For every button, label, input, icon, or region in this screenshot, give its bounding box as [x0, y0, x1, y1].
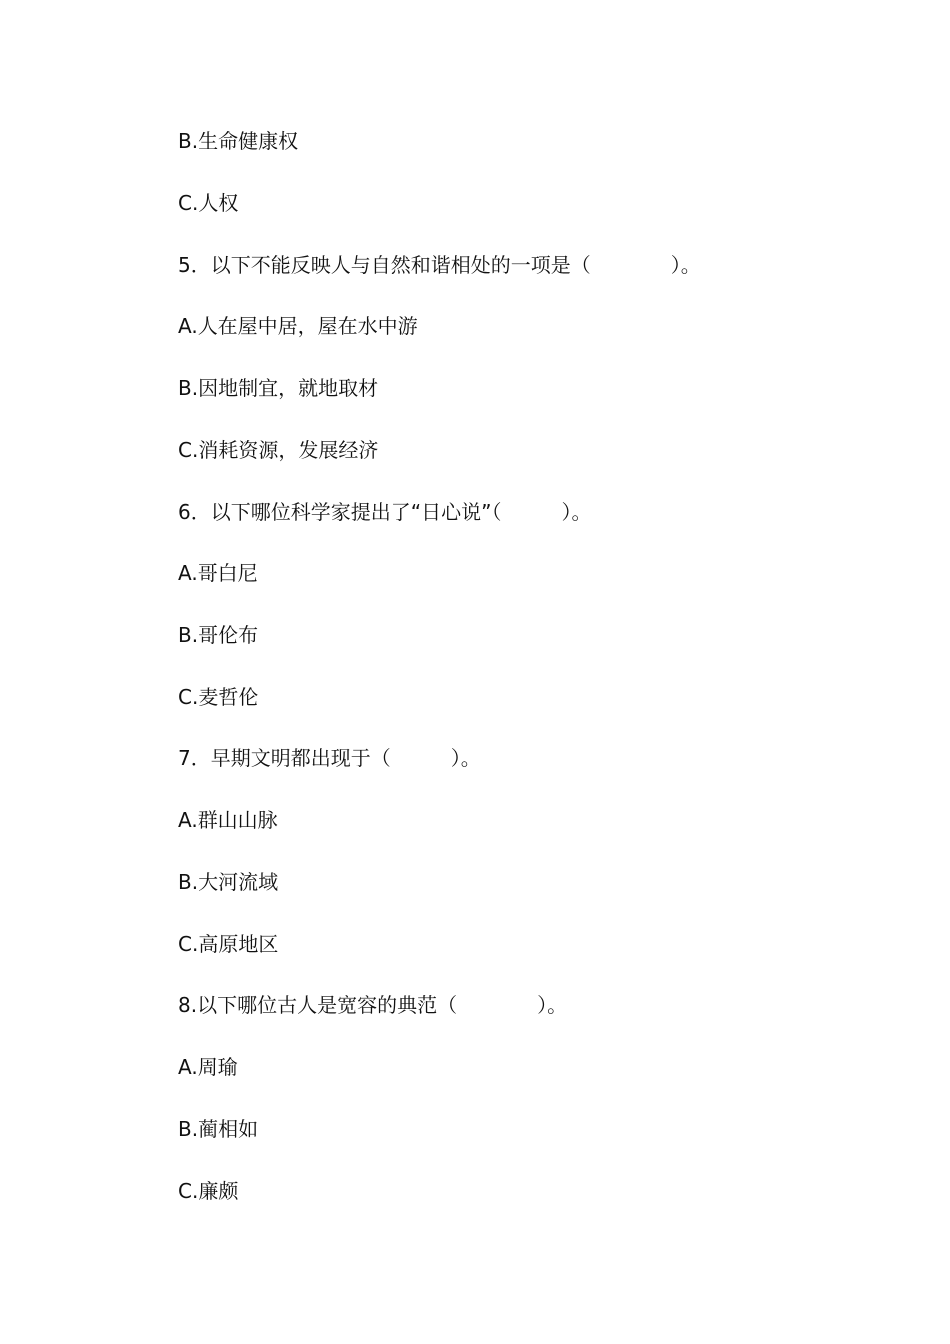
option-c-q4: C.人权 [178, 191, 239, 215]
option-c-q7: C.高原地区 [178, 932, 279, 956]
question-5: 5．以下不能反映人与自然和谐相处的一项是（ ）。 [178, 253, 701, 277]
option-b-q5: B.因地制宜，就地取材 [178, 376, 379, 400]
question-8: 8.以下哪位古人是宽容的典范（ ）。 [178, 993, 568, 1017]
option-b-q4: B.生命健康权 [178, 129, 299, 153]
option-b-q6: B.哥伦布 [178, 623, 259, 647]
option-a-q7: A.群山山脉 [178, 808, 278, 832]
question-6: 6．以下哪位科学家提出了“日心说”（ ）。 [178, 500, 592, 524]
option-c-q6: C.麦哲伦 [178, 685, 259, 709]
option-a-q6: A.哥白尼 [178, 561, 258, 585]
option-b-q8: B.蔺相如 [178, 1117, 259, 1141]
option-a-q8: A.周瑜 [178, 1055, 238, 1079]
option-b-q7: B.大河流域 [178, 870, 279, 894]
option-c-q8: C.廉颇 [178, 1179, 239, 1203]
question-7: 7．早期文明都出现于（ ）。 [178, 746, 481, 770]
option-a-q5: A.人在屋中居，屋在水中游 [178, 314, 418, 338]
option-c-q5: C.消耗资源，发展经济 [178, 438, 379, 462]
